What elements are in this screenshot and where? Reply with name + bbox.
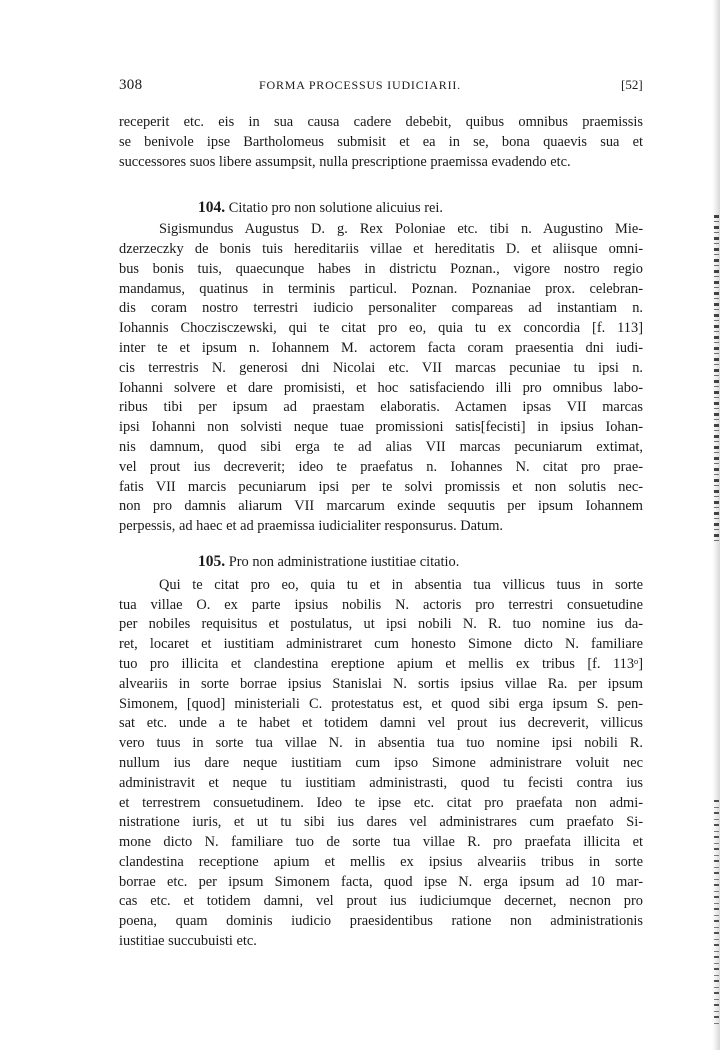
text-line: mandamus, quatinus in terminis particul. Poznan. Poznaniae prox. celebran- xyxy=(119,280,643,297)
text-line: se benivole ipse Bartholomeus submisit et ea in se, bona quaevis sua et xyxy=(119,133,643,150)
text-line: bus bonis tuis, quaecunque habes in districtu Poznan., vigore nostro regio xyxy=(119,260,643,277)
text-line: fatis VII marcis pecuniarum ipsi per te solvi promissis et non solutis nec- xyxy=(119,478,643,495)
binding-edge-marks-lower xyxy=(714,800,719,1025)
running-title: FORMA PROCESSUS IUDICIARII. xyxy=(259,78,461,92)
text-line: ribus tibi per ipsum ad praestam elaboratis. Actamen ipsas VII marcas xyxy=(119,399,643,416)
text-line: Qui te citat pro eo, quia tu et in absentia tua villicus tuus in sorte xyxy=(159,576,643,593)
intro-paragraph xyxy=(119,113,643,172)
text-line: cis terrestris N. generosi dni Nicolai etc. VII marcas pecuniae tu ipsi n. xyxy=(119,359,643,376)
document-body xyxy=(119,113,643,952)
text-line: ipsi Iohanni non solvisti neque tuae promissioni satis[fecisti] in ipsius Iohan- xyxy=(119,419,643,436)
text-line: poena, quam dominis iudicio praesidentibus ratione non administrationis xyxy=(119,913,643,930)
text-line: perpessis, ad haec et ad praemissa iudicialiter responsurus. Datum. xyxy=(119,518,504,535)
text-line: nis damnum, quod sibi erga te ad alias VII marcas pecuniarum extimat, xyxy=(119,438,643,455)
text-line: dis coram nostro terrestri iudicio personaliter compareas ad instantiam n. xyxy=(119,300,643,317)
text-line: per nobiles requisitus et postulatus, ut ipsi nobili N. R. tuo nomine ius da- xyxy=(119,616,643,633)
section-title: Citatio pro non solutione alicuius rei. xyxy=(228,200,443,217)
text-line: clandestina receptione apium et mellis ex ipsius alveariis tribus in sorte xyxy=(119,853,643,870)
section-title: Pro non administratione iustitiae citatio. xyxy=(228,553,460,570)
folio-reference: [52] xyxy=(621,77,643,92)
text-line: Sigismundus Augustus D. g. Rex Poloniae etc. tibi n. Augustino Mie- xyxy=(159,221,643,238)
section-heading-104 xyxy=(119,198,643,218)
text-line: alveariis in sorte borrae ipsius Stanislai N. sortis ipsius villae Ra. per ipsum xyxy=(119,675,643,692)
text-line: inter te et ipsum n. Iohannem M. actorem facta coram praesentia dni iudi- xyxy=(119,339,643,356)
page-number: 308 xyxy=(119,77,143,93)
text-line: administravit et neque tu iustitiam administrasti, quod tu fecisti contra ius xyxy=(119,774,643,791)
text-line: tuo pro illicita et clandestina ereptione apium et mellis ex tribus [f. 113ᵒ] xyxy=(119,655,643,672)
text-line: mone dicto N. familiare tuo de sorte tua villae R. pro praefata illicita et xyxy=(119,834,643,851)
text-line: nistratione iuris, et ut tu sibi ius dares vel administrares cum praefato Si- xyxy=(119,814,643,831)
text-line: successores suos libere assumpsit, nulla prescriptione praemissa evadendo etc. xyxy=(119,153,571,170)
text-line: cas etc. et totidem damni, vel prout ius iudiciumque decernet, necnon pro xyxy=(119,893,643,910)
section-104-paragraph xyxy=(119,220,643,537)
text-line: Simonem, [quod] ministeriali C. protestatus est, et quod sibi erga ipsum S. pen- xyxy=(119,695,643,712)
text-line: sat etc. unde a te habet et totidem damni vel prout ius decreverit, villicus xyxy=(119,715,643,732)
text-line: iustitiae succubuisti etc. xyxy=(119,933,257,950)
text-line: vero tuus in sorte tua villae N. in absentia tua tuo nomine ipsi nobili R. xyxy=(119,735,643,752)
text-line: tua villae O. ex parte ipsius nobilis N. actoris pro terrestri consuetudine xyxy=(119,596,643,613)
section-number: 105. xyxy=(198,552,226,570)
text-line: et terrestrem consuetudinem. Ideo te ipse etc. citat pro praefata non admi- xyxy=(119,794,643,811)
section-105-paragraph xyxy=(119,576,643,952)
text-line: receperit etc. eis in sua causa cadere debebit, quibus omnibus praemissis xyxy=(119,114,643,130)
text-line: dzerzeczky de bonis tuis hereditariis villae et hereditatis D. et aliisque omni- xyxy=(119,240,643,257)
text-line: borrae etc. per ipsum Simonem facta, quod ipse N. erga ipsum ad 10 mar- xyxy=(119,873,643,890)
text-line: nullum ius dare neque iustitiam cum ipso Simone administrare voluit nec xyxy=(119,754,643,771)
text-line: non pro damnis aliarum VII marcarum exinde sequutis per ipsum Iohannem xyxy=(119,498,643,515)
section-number: 104. xyxy=(198,199,226,217)
text-line: Iohanni solvere et dare promisisti, et hoc satisfaciendo illi pro omnibus labo- xyxy=(119,379,643,396)
section-heading-105 xyxy=(119,552,643,572)
binding-edge-marks xyxy=(714,215,719,545)
text-line: ret, locaret et iustitiam administraret cum honesto Simone dicto N. familiare xyxy=(119,636,643,653)
text-line: vel prout ius decreverit; ideo te praefatus n. Iohannes N. citat pro prae- xyxy=(119,458,643,475)
text-line: Iohannis Choczisczewski, qui te citat pro eo, quia tu ex concordia [f. 113] xyxy=(119,320,643,337)
